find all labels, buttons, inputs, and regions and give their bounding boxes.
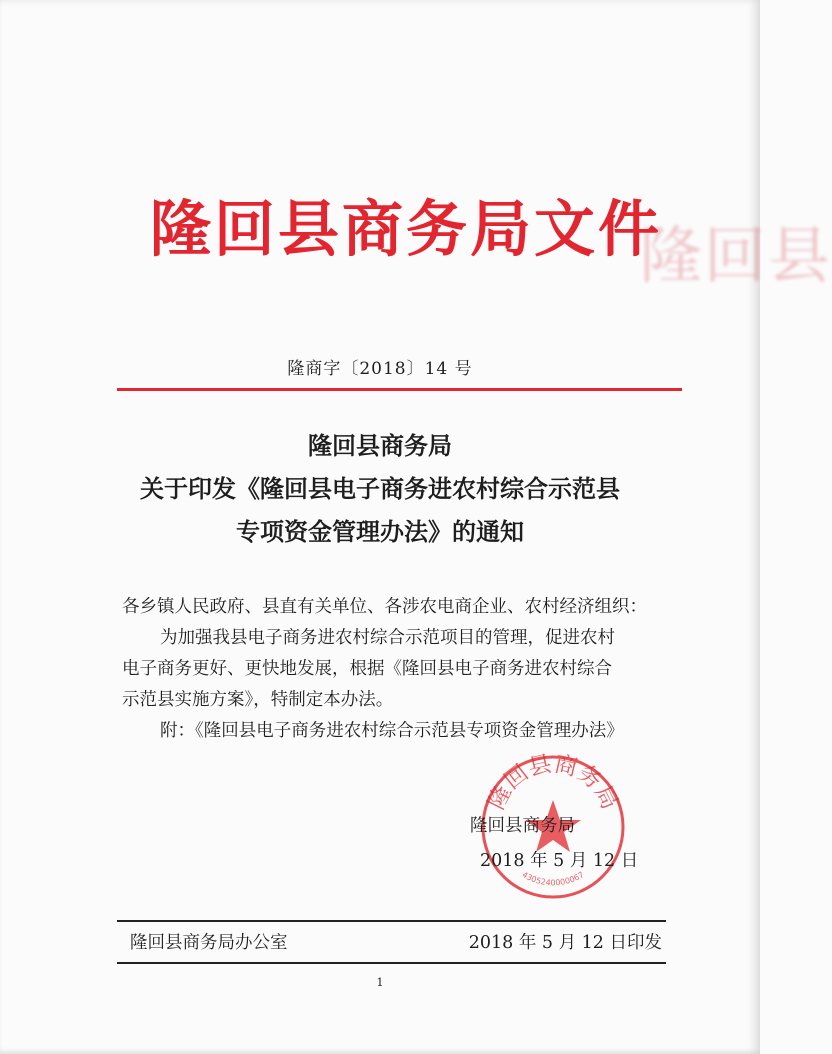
- attachment-line: 附：《隆回县电子商务进农村综合示范县专项资金管理办法》: [160, 721, 624, 741]
- svg-text:4305240000067: [520, 870, 585, 887]
- page-number: 1: [376, 976, 384, 989]
- notice-title-line-1: 隆回县商务局: [308, 431, 452, 460]
- seal-code: 4305240000067: [520, 870, 586, 888]
- signature-organization: 隆回县商务局: [470, 816, 575, 836]
- body-paragraph-line: 示范县实施方案》，特制定本办法。: [122, 690, 394, 710]
- footer-issue-date: 2018 年 5 月 12 日印发: [468, 933, 662, 953]
- seal-text: 隆回县商务局: [483, 752, 623, 814]
- body-paragraph-line: 为加强我县电子商务进农村综合示范项目的管理，促进农村: [160, 628, 615, 648]
- document-number: 隆商字〔2018〕14 号: [287, 359, 473, 379]
- notice-title: [0, 424, 760, 553]
- bleed-through-text: 隆回县: [640, 219, 832, 292]
- body-paragraph-line: 电子商务更好、更快地发展，根据《隆回县电子商务进农村综合: [122, 659, 612, 679]
- footer-bottom-rule: [117, 962, 666, 964]
- notice-title-line-3: 专项资金管理办法》的通知: [236, 517, 524, 546]
- salutation: 各乡镇人民政府、县直有关单位、各涉农电商企业、农村经济组织：: [122, 597, 647, 617]
- document-header-title: 隆回县商务局文件: [150, 194, 663, 265]
- signature-date: 2018 年 5 月 12 日: [480, 851, 639, 871]
- red-separator-line: [117, 388, 682, 391]
- footer-issuer: 隆回县商务局办公室: [130, 933, 288, 953]
- footer-top-rule: [117, 920, 666, 922]
- notice-title-line-2: 关于印发《隆回县电子商务进农村综合示范县: [140, 474, 620, 503]
- notice-body: [122, 592, 647, 747]
